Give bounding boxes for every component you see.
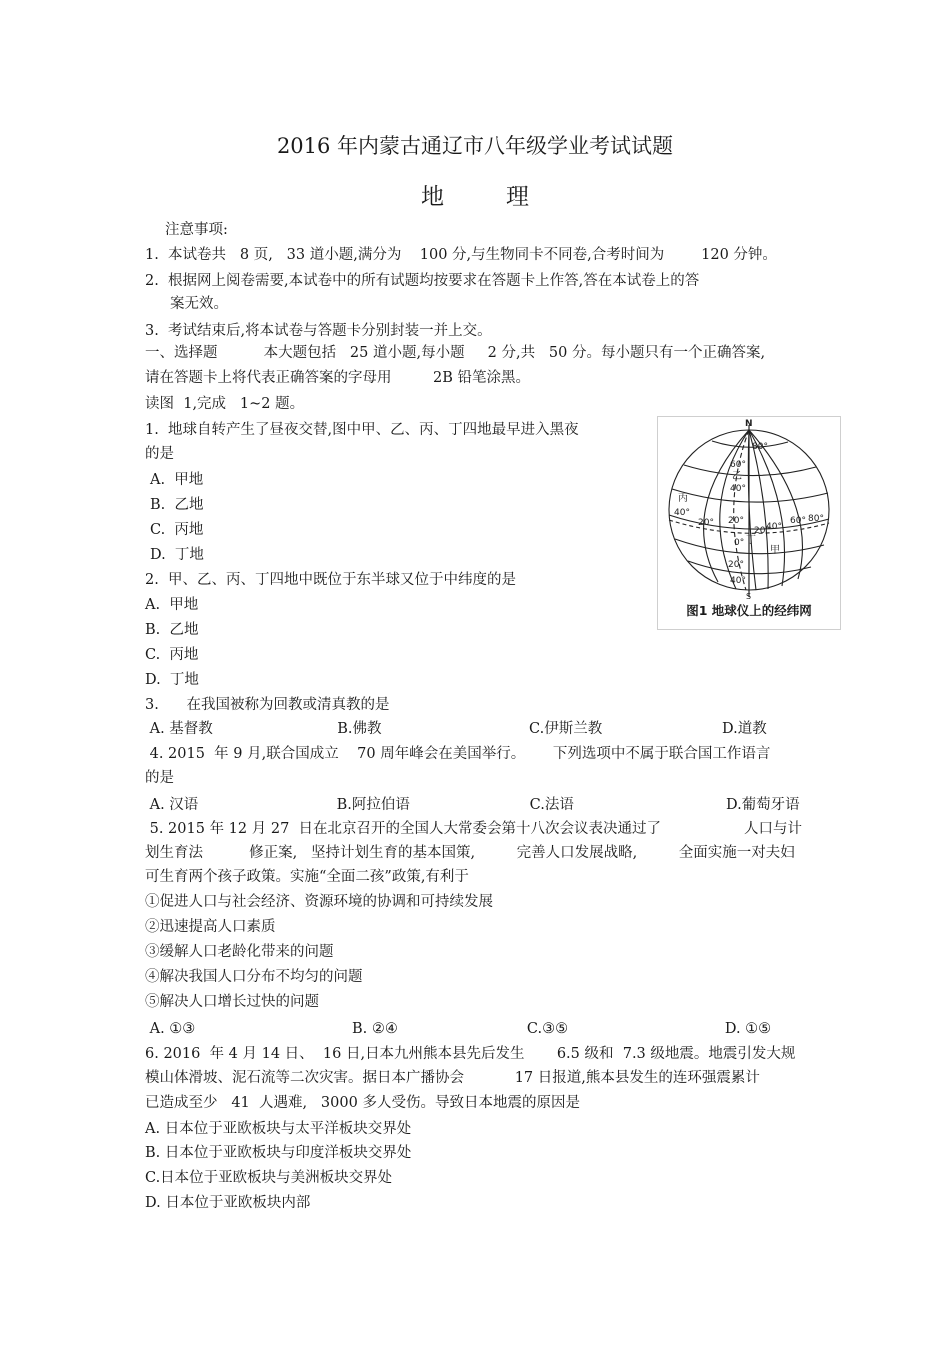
q6-option-b: B. 日本位于亚欧板块与印度洋板块交界处 [145,1145,412,1161]
q1-option-b: B. 乙地 [150,497,204,513]
q5-options: A. ①③ B. ②④ C.③⑤ D. ①⑤ [145,1021,772,1037]
note-1: 1. 本试卷共 8 页, 33 道小题,满分为 100 分,与生物同卡不同卷,合考时间为 120 分钟。 [145,247,777,263]
q4-options: A. 汉语 B.阿拉伯语 C.法语 D.葡萄牙语 [145,797,800,813]
q1-option-d: D. 丁地 [150,547,204,563]
south-label: S [746,592,752,599]
notes-heading: 注意事项: [165,222,228,238]
q2-option-c: C. 丙地 [145,647,199,663]
lat-20-label: 20° [728,516,744,526]
q3-options: A. 基督教 B.佛教 C.伊斯兰教 D.道教 [145,721,767,737]
q2-option-b: B. 乙地 [145,622,199,638]
q6-stem: 6. 2016 年 4 月 14 日、 16 日,日本九州熊本县先后发生 6.5 级和 7.3 级地震。地震引发大规 [145,1046,796,1062]
q5-item-1: ①促进人口与社会经济、资源环境的协调和可持续发展 [145,894,493,910]
q5-stem-cont-1: 划生育法 修正案, 坚持计划生育的基本国策, 完善人口发展战略, 全面实施一对夫妇 [145,845,795,861]
q6-option-a: A. 日本位于亚欧板块与太平洋板块交界处 [145,1121,412,1137]
q3-stem: 3. 在我国被称为回教或清真教的是 [145,697,390,713]
globe-figure [657,416,841,630]
q5-item-2: ②迅速提高人口素质 [145,919,276,935]
place-yi: 乙 [732,471,742,482]
exam-title: 2016 年内蒙古通辽市八年级学业考试试题 [276,134,674,158]
figure-intro: 读图 1,完成 1~2 题。 [145,396,305,412]
q6-option-c: C.日本位于亚欧板块与美洲板块交界处 [145,1170,393,1186]
lon-60-label: 60° [790,516,806,526]
q6-stem-cont-1: 模山体滑坡、泥石流等二次灾害。据日本广播协会 17 日报道,熊本县发生的连环强震累计 [145,1070,760,1086]
q5-item-4: ④解决我国人口分布不均匀的问题 [145,969,363,985]
lon-20b-label: 20° [754,526,770,536]
q1-stem-cont: 的是 [145,446,174,462]
section-heading: 一、选择题 本大题包括 25 道小题,每小题 2 分,共 50 分。每小题只有一个正确答案, [145,345,766,361]
subject-title: 地理 [421,184,591,210]
lon-80-label: 80° [808,514,824,524]
lat-40-label: 40° [730,484,746,494]
lat-s20-label: 20° [728,560,744,570]
section-instruction: 请在答题卡上将代表正确答案的字母用 2B 铅笔涂黑。 [145,370,530,386]
q4-stem: 4. 2015 年 9 月,联合国成立 70 周年峰会在美国举行。 下列选项中不属于联合国工作语言 [145,746,771,762]
q2-stem: 2. 甲、乙、丙、丁四地中既位于东半球又位于中纬度的是 [145,572,517,588]
q5-stem: 5. 2015 年 12 月 27 日在北京召开的全国人大常委会第十八次会议表决通过了 人口与计 [145,821,802,837]
q5-stem-cont-2: 可生育两个孩子政策。实施“全面二孩”政策,有利于 [145,869,469,885]
equator-label: 0° [734,538,745,548]
note-2-cont: 案无效。 [170,296,228,312]
place-jia: 甲 [770,545,780,556]
lon-20a-label: 20° [698,518,714,528]
place-bing: 丙 [678,493,688,504]
q5-item-5: ⑤解决人口增长过快的问题 [145,994,319,1010]
q2-option-a: A. 甲地 [145,597,199,613]
lat-s40-label: 40° [730,576,746,586]
note-2: 2. 根据网上阅卷需要,本试卷中的所有试题均按要求在答题卡上作答,答在本试卷上的答 [145,273,700,289]
lon-w40-label: 40° [674,508,690,518]
north-label: N [745,419,753,429]
lat-80-label: 80° [752,442,768,452]
lat-60-label: 60° [730,460,746,470]
q6-stem-cont-2: 已造成至少 41 人遇难, 3000 多人受伤。导致日本地震的原因是 [145,1095,580,1111]
q1-option-a: A. 甲地 [150,472,204,488]
q1-option-c: C. 丙地 [150,522,204,538]
place-ding: 丁 [746,535,756,546]
globe-graticule [658,417,840,599]
figure-caption: 图1 地球仪上的经纬网 [686,603,812,618]
lon-40-label: 40° [766,522,782,532]
q2-option-d: D. 丁地 [145,672,199,688]
q5-item-3: ③缓解人口老龄化带来的问题 [145,944,334,960]
q6-option-d: D. 日本位于亚欧板块内部 [145,1195,311,1211]
q1-stem: 1. 地球自转产生了昼夜交替,图中甲、乙、丙、丁四地最早进入黑夜 [145,422,579,438]
note-3: 3. 考试结束后,将本试卷与答题卡分别封装一并上交。 [145,323,492,339]
q4-stem-cont: 的是 [145,770,174,786]
